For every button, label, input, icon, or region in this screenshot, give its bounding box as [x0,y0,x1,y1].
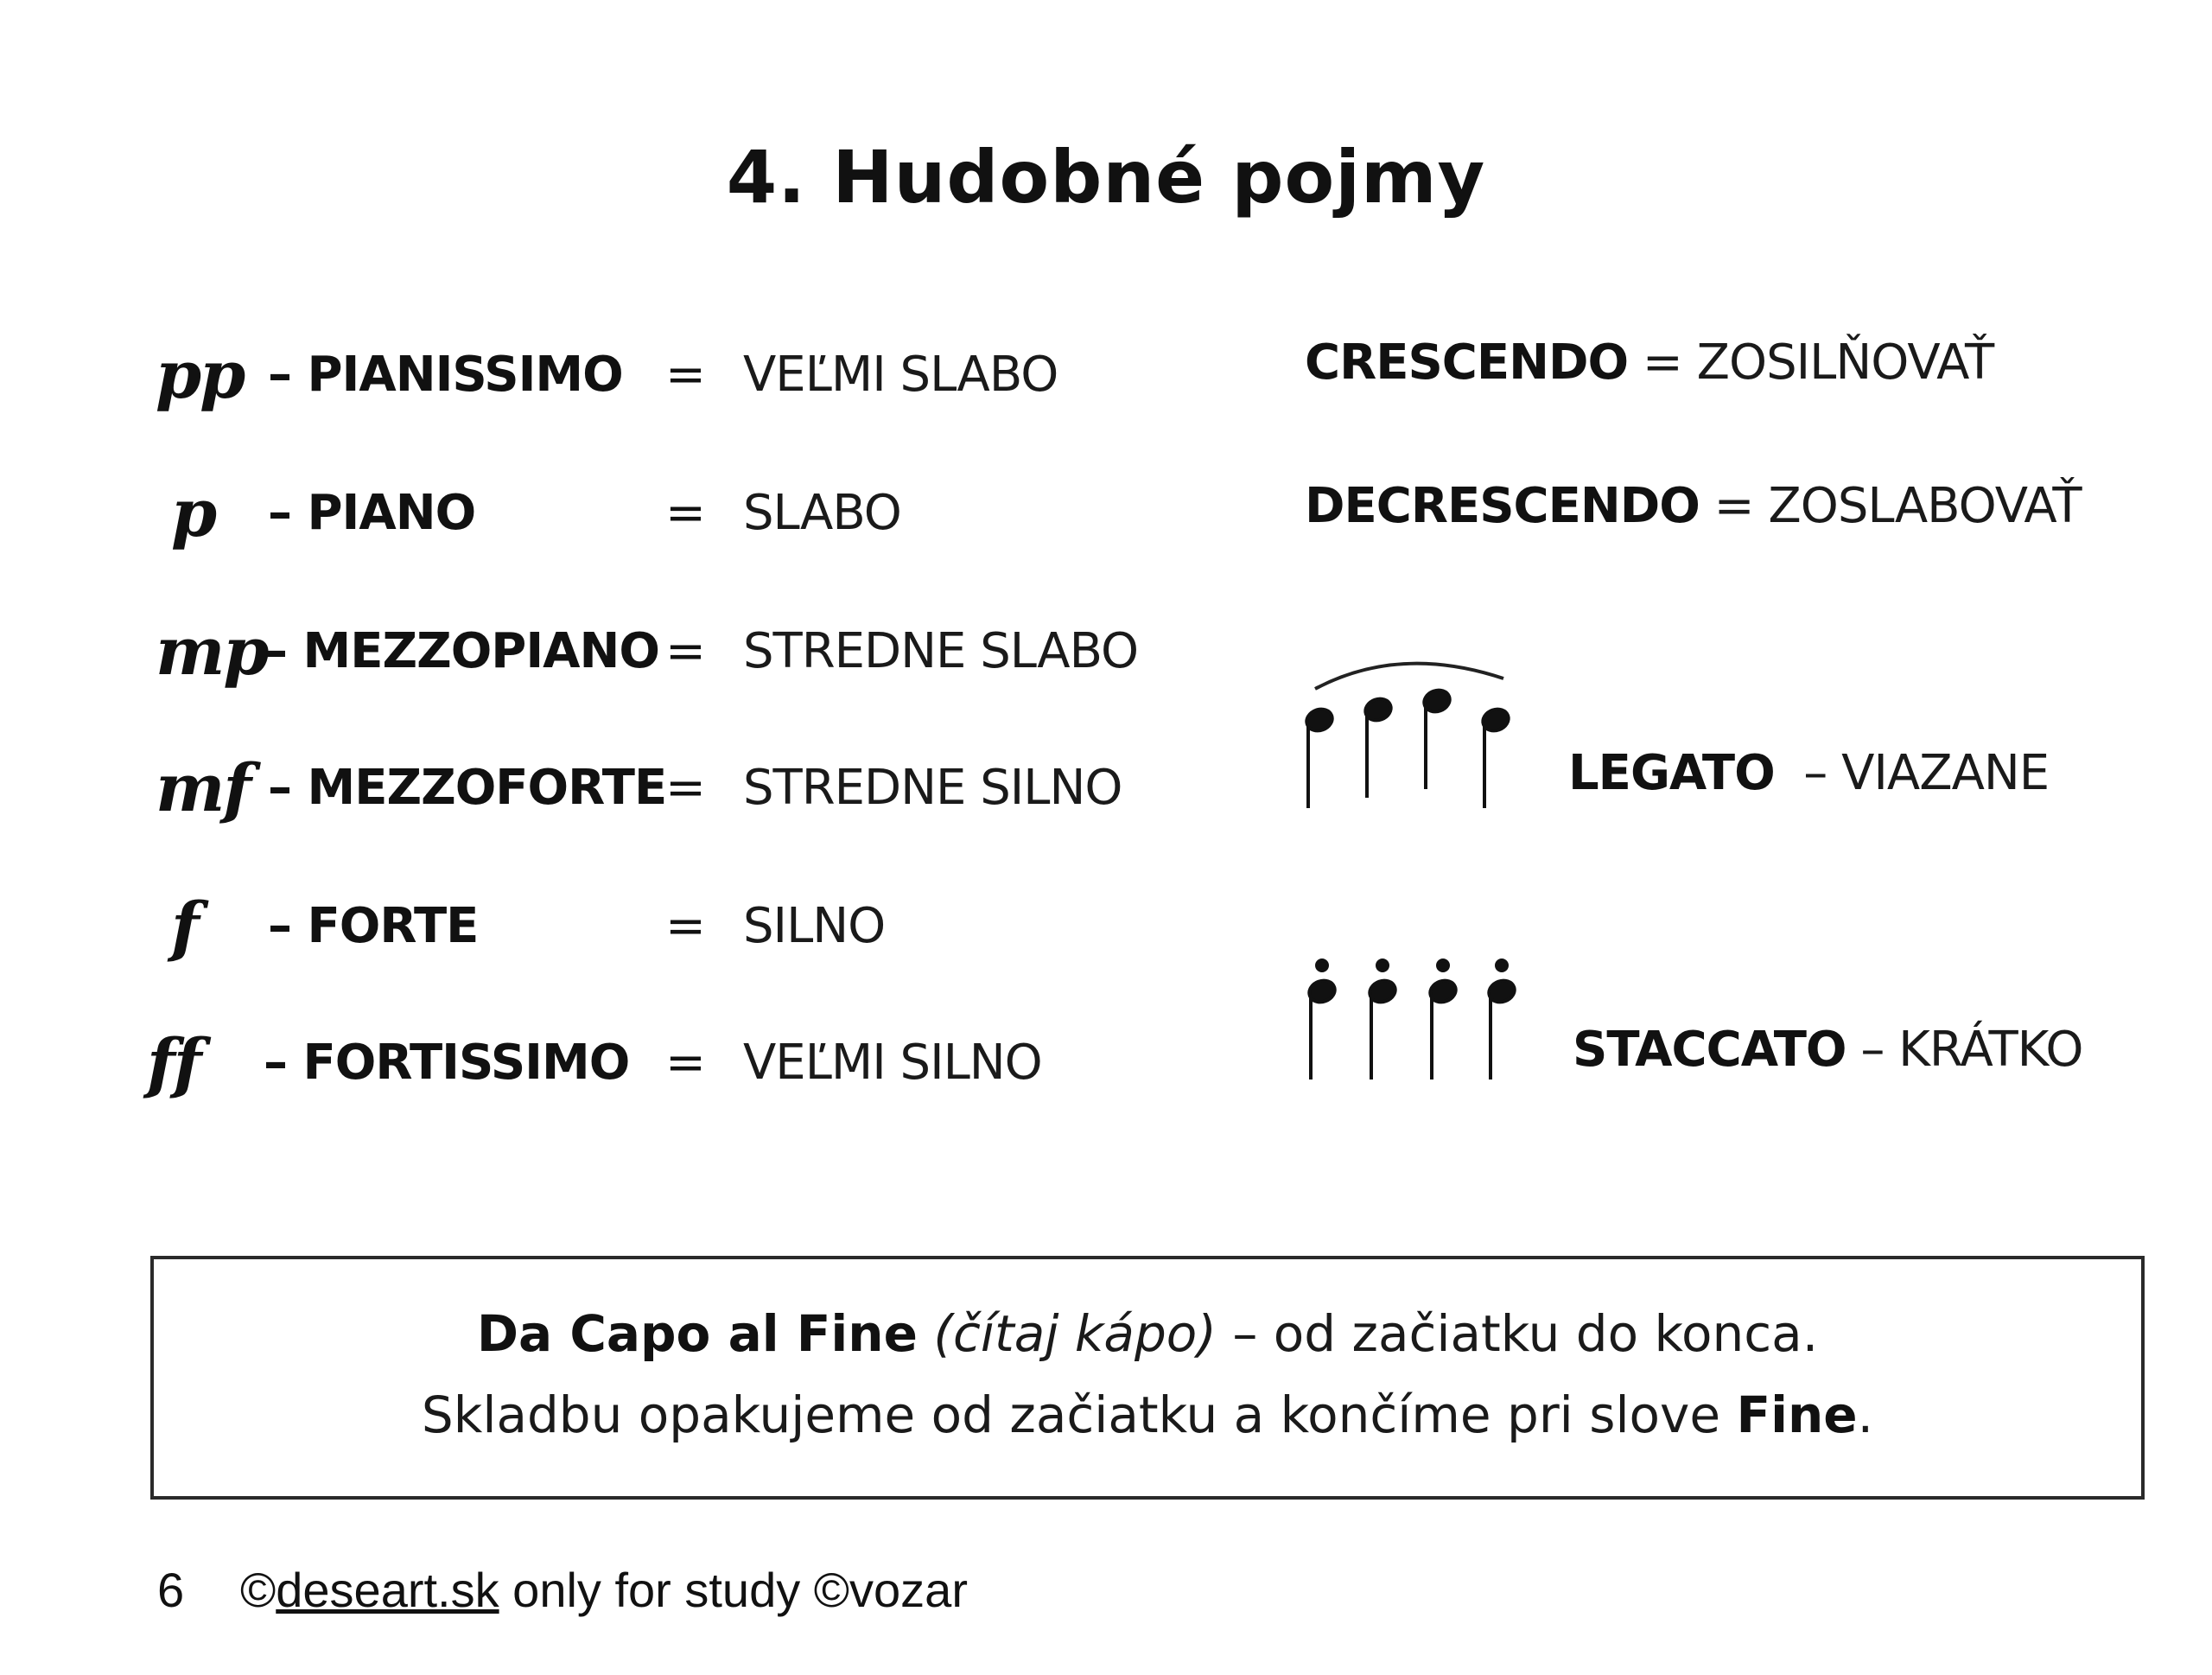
footer-note: only for study ©vozar [499,1563,968,1617]
crescendo-definition [1305,320,1993,406]
dynamic-symbol: mp [156,613,268,690]
da-capo-explanation: Skladbu opakujeme od začiatku a končíme pri slove [421,1385,1737,1444]
dynamics-row-mezzopiano [0,608,1210,695]
legato-notes-icon [1296,653,1521,817]
dynamic-term: – MEZZOPIANO [264,623,659,679]
fine-word: Fine [1736,1385,1858,1444]
equals-sign: = [665,898,706,954]
equals-sign: = [665,623,706,679]
legato-separator: – [1774,745,1842,801]
crescendo-separator: = [1628,334,1697,391]
dynamics-row-fortissimo [0,1020,1210,1106]
page-title: 4. Hudobné pojmy [726,135,1486,220]
dynamic-symbol: p [171,474,216,551]
dynamic-meaning: SILNO [743,898,886,954]
crescendo-term: CRESCENDO [1305,334,1629,391]
equals-sign: = [665,760,706,816]
page-number: 6 [157,1563,185,1617]
staccato-separator: – [1846,1022,1899,1078]
decrescendo-separator: = [1699,478,1769,534]
dynamic-symbol: f [171,888,198,965]
deseart-link[interactable]: deseart.sk [276,1563,499,1617]
dynamic-meaning: STREDNE SILNO [743,760,1122,816]
da-capo-line-2 [154,1380,2141,1449]
dynamic-term: – FORTE [268,898,479,954]
staccato-notes-icon [1296,955,1521,1085]
dynamic-term: – MEZZOFORTE [268,760,667,816]
dynamic-meaning: SLABO [743,485,901,541]
dynamic-meaning: VEĽMI SLABO [743,347,1058,403]
da-capo-meaning: – od začiatku do konca. [1216,1304,1819,1363]
crescendo-meaning: ZOSILŇOVAŤ [1696,334,1994,391]
copyright-symbol: © [240,1563,276,1617]
staccato-term: STACCATO [1573,1022,1847,1078]
staccato-meaning: KRÁTKO [1898,1022,2083,1078]
equals-sign: = [665,347,706,403]
dynamics-row-mezzoforte [0,745,1210,831]
equals-sign: = [665,1035,706,1091]
dynamic-symbol: ff [147,1024,200,1101]
dynamics-row-piano [0,470,1210,557]
da-capo-pronunciation: (čítaj kápo) [933,1304,1217,1363]
decrescendo-term: DECRESCENDO [1305,478,1700,534]
da-capo-box [150,1256,2145,1500]
dynamic-meaning: VEĽMI SILNO [743,1035,1042,1091]
equals-sign: = [665,485,706,541]
da-capo-line-1 [154,1299,2141,1368]
da-capo-term: Da Capo al Fine [476,1304,918,1363]
legato-definition [1568,730,2049,817]
dynamics-row-pianissimo [0,332,1210,418]
period: . [1857,1385,1874,1444]
legato-term: LEGATO [1568,745,1775,801]
decrescendo-definition [1305,463,2082,550]
dynamics-row-forte [0,883,1210,970]
dynamic-symbol: mf [156,749,251,826]
page-footer [157,1556,968,1625]
dynamic-term: – PIANO [268,485,476,541]
decrescendo-meaning: ZOSLABOVAŤ [1768,478,2082,534]
dynamic-term: – PIANISSIMO [268,347,623,403]
staccato-definition [1573,1007,2082,1093]
legato-meaning: VIAZANE [1841,745,2050,801]
dynamic-meaning: STREDNE SLABO [743,623,1139,679]
dynamic-term: – FORTISSIMO [264,1035,630,1091]
dynamic-symbol: pp [156,336,245,413]
